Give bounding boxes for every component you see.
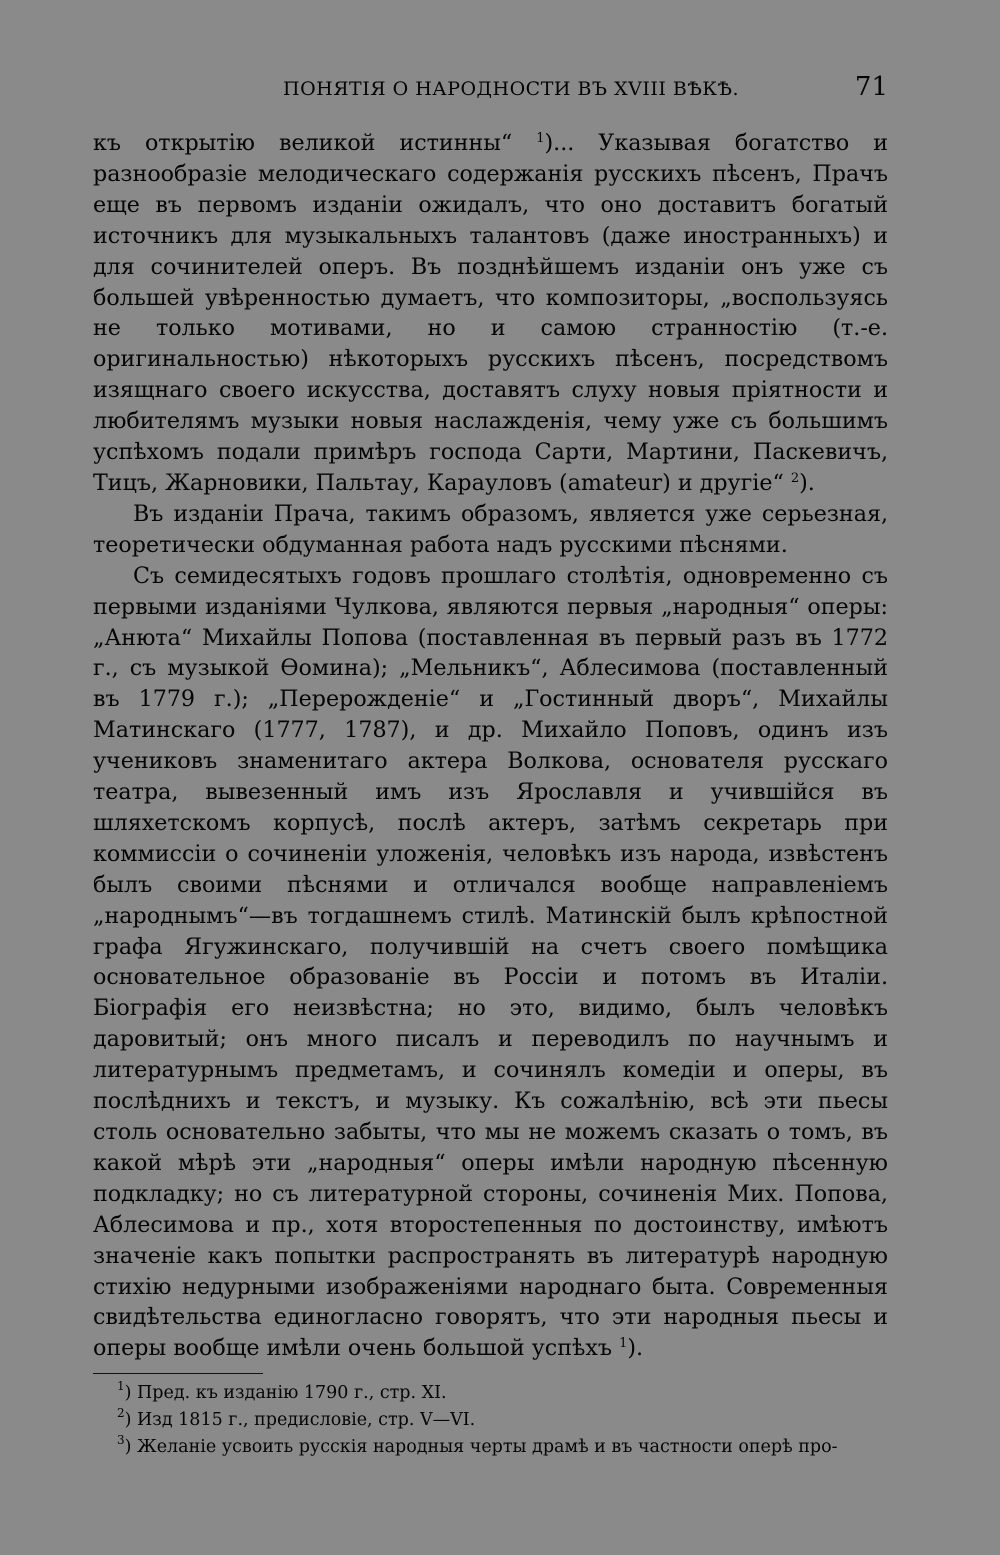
page-number: 71	[854, 72, 888, 102]
page-header	[93, 74, 888, 104]
footnote-1-text: ) Пред. къ изданію 1790 г., стр. XI.	[124, 1383, 447, 1403]
footnote-2-mark: 2	[117, 1406, 125, 1420]
paragraph-1-text-b: )... Указывая богатство и разнообразіе мелодическаго содержанія русскихъ пѣсенъ, Прачъ еще въ первомъ изданіи ожидалъ, что оно доставитъ богатый источникъ для музыкальныхъ талантовъ (даже иностранныхъ) и для сочинителей оперъ. Въ позднѣйшемъ изданіи онъ уже съ большей увѣренностью думаетъ, что композиторы, „воспользуясь не только мотивами, но и самою странностію (т.-е. оригинальностью) нѣкоторыхъ русскихъ пѣсенъ, посредствомъ изящнаго своего искусства, доставятъ слуху новыя пріятности и любителямъ музыки новыя наслажденія, чему уже съ большимъ успѣхомъ подали примѣръ господа Сарти, Мартини, Паскевичъ, Тицъ, Жарновики, Пальтау, Карауловъ (amateur) и другіе“	[93, 130, 888, 496]
paragraph-3-text-a: Съ семидесятыхъ годовъ прошлаго столѣтія, одновременно съ первыми изданіями Чулкова, являются первыя „народныя“ оперы: „Анюта“ Михайлы Попова (поставленная въ первый разъ въ 1772 г., съ музыкой Ѳомина); „Мельникъ“, Аблесимова (поставленный въ 1779 г.); „Перерожденіе“ и „Гостинный дворъ“, Михайлы Матинскаго (1777, 1787), и др. Михайло Поповъ, одинъ изъ учениковъ знаменитаго актера Волкова, основателя русскаго театра, вывезенный имъ изъ Ярославля и учившійся въ шляхетскомъ корпусѣ, послѣ актеръ, затѣмъ секретарь при коммиссіи о сочиненіи уложенія, человѣкъ изъ народа, извѣстенъ былъ своими пѣснями и отличался вообще направленіемъ „народнымъ“—въ тогдашнемъ стилѣ. Матинскій былъ крѣпостной графа Ягужинскаго, получившій на счетъ своего помѣщика основательное образованіе въ Россіи и потомъ въ Италіи. Біографія его неизвѣстна; но это, видимо, былъ человѣкъ даровитый; онъ много писалъ и переводилъ по научнымъ и литературнымъ предметамъ, и сочинялъ комедіи и оперы, въ послѣднихъ и текстъ, и музыку. Къ сожалѣнію, всѣ эти пьесы столь основательно забыты, что мы не можемъ сказать о томъ, въ какой мѣрѣ эти „народныя“ оперы имѣли народную пѣсенную подкладку; но съ литературной стороны, сочиненія Мих. Попова, Аблесимова и пр., хотя второстепенныя по достоинству, имѣютъ значеніе какъ попытки распространять въ литературѣ народную стихію недурными изображеніями народнаго быта. Современныя свидѣтельства единогласно говорятъ, что эти народныя пьесы и оперы вообще имѣли очень большой успѣхъ	[93, 562, 888, 1362]
footnote-3	[93, 1434, 888, 1461]
paragraph-1-text-a: къ открытію великой истинны“	[93, 130, 537, 156]
paragraph-3	[93, 561, 888, 1365]
footnote-ref-2: 2	[790, 470, 800, 486]
footnote-1-mark: 1	[117, 1379, 125, 1393]
paragraph-2: Въ изданіи Прача, такимъ образомъ, является уже серьезная, теоретически обдуманная работа надъ русскими пѣснями.	[93, 500, 888, 558]
footnotes	[93, 1380, 888, 1461]
footnote-ref-3: 1	[619, 1336, 628, 1352]
footnote-divider	[93, 1373, 263, 1374]
footnote-1	[93, 1380, 888, 1407]
running-title: ПОНЯТІЯ О НАРОДНОСТИ ВЪ XVIII ВѢКѢ.	[283, 78, 740, 100]
footnote-2	[93, 1407, 888, 1434]
footnote-ref-1: 1	[536, 131, 545, 146]
paragraph-3-text-b: ).	[627, 1335, 644, 1362]
main-text	[93, 128, 888, 1364]
footnote-3-text: ) Желаніе усвоить русскія народныя черты драмѣ и въ частности оперѣ про-	[124, 1437, 838, 1457]
paragraph-1	[93, 128, 888, 499]
footnote-3-mark: 3	[117, 1433, 125, 1447]
footnote-2-text: ) Изд 1815 г., предисловіе, стр. V—VI.	[124, 1410, 476, 1430]
paragraph-1-text-c: ).	[799, 469, 815, 496]
